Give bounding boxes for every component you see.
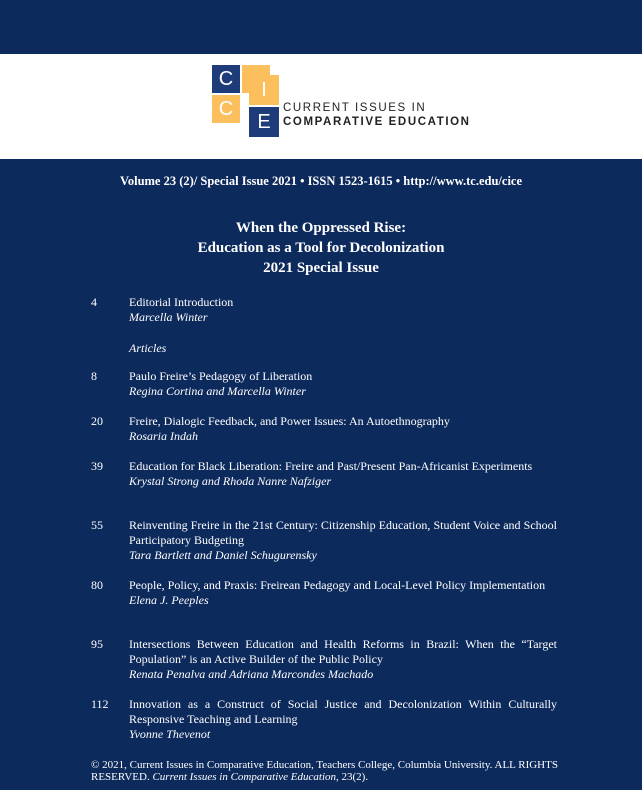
toc-authors: Regina Cortina and Marcella Winter: [129, 384, 306, 398]
logo-text-line2: COMPARATIVE EDUCATION: [283, 116, 471, 128]
toc-title[interactable]: Freire, Dialogic Feedback, and Power Issues: An Autoethnography: [129, 414, 450, 428]
logo-tile-i: I: [249, 75, 279, 105]
toc-page-number: 80: [91, 578, 103, 592]
issue-title-line2: Education as a Tool for Decolonization: [197, 240, 445, 256]
citation-volume: , 23(2).: [336, 771, 369, 783]
toc-page-number: 39: [91, 459, 103, 473]
toc-title[interactable]: Paulo Freire’s Pedagogy of Liberation: [129, 369, 313, 383]
toc-title[interactable]: Reinventing Freire in the 21st Century: Citizenship Education, Student Voice and School Participatory Budgeting: [129, 518, 557, 547]
toc-title[interactable]: Innovation as a Construct of Social Justice and Decolonization Within Culturally Responsive Teaching and Learning: [129, 697, 557, 726]
toc-page-number: 112: [91, 697, 109, 711]
top-navy-band: [0, 0, 642, 54]
toc-title[interactable]: Editorial Introduction: [129, 295, 234, 309]
toc-page-number: 95: [91, 637, 103, 651]
toc-title[interactable]: Education for Black Liberation: Freire and Past/Present Pan-Africanist Experiments: [129, 459, 533, 473]
citation-journal: Current Issues in Comparative Education: [152, 771, 336, 783]
copyright-notice: [91, 759, 561, 783]
toc-page-number: 4: [91, 295, 97, 309]
copyright-text: © 2021, Current Issues in Comparative Education, Teachers College, Columbia University. ALL RIGHTS RESERVED.: [91, 759, 558, 783]
toc-title[interactable]: People, Policy, and Praxis: Freirean Pedagogy and Local-Level Policy Implementation: [129, 578, 546, 592]
toc-authors: Renata Penalva and Adriana Marcondes Machado: [129, 667, 374, 681]
logo-tile-c2: C: [212, 95, 240, 123]
toc-authors: Elena J. Peeples: [129, 593, 209, 607]
toc-page-number: 20: [91, 414, 103, 428]
logo-tile-c1: C: [212, 65, 240, 93]
logo-tile-e: E: [249, 107, 279, 137]
toc-authors: Marcella Winter: [129, 310, 208, 324]
masthead: [0, 54, 642, 159]
logo-text-line1: CURRENT ISSUES IN: [283, 102, 427, 114]
toc-title[interactable]: Intersections Between Education and Health Reforms in Brazil: When the “Target Population” is an Active Builder of the Public Policy: [129, 637, 557, 666]
toc-page-number: 8: [91, 369, 97, 383]
toc-authors: Krystal Strong and Rhoda Nanre Nafziger: [129, 474, 332, 488]
toc-authors: Yvonne Thevenot: [129, 727, 211, 741]
issue-title: [0, 218, 642, 278]
issue-title-line3: 2021 Special Issue: [263, 260, 379, 276]
toc-authors: Rosaria Indah: [129, 429, 198, 443]
section-label-articles: Articles: [129, 341, 167, 355]
toc-authors: Tara Bartlett and Daniel Schugurensky: [129, 548, 317, 562]
volume-issn-line: Volume 23 (2)/ Special Issue 2021 • ISSN 1523-1615 • http://www.tc.edu/cice: [119, 174, 523, 188]
toc-page-number: 55: [91, 518, 103, 532]
issue-title-line1: When the Oppressed Rise:: [235, 220, 407, 236]
